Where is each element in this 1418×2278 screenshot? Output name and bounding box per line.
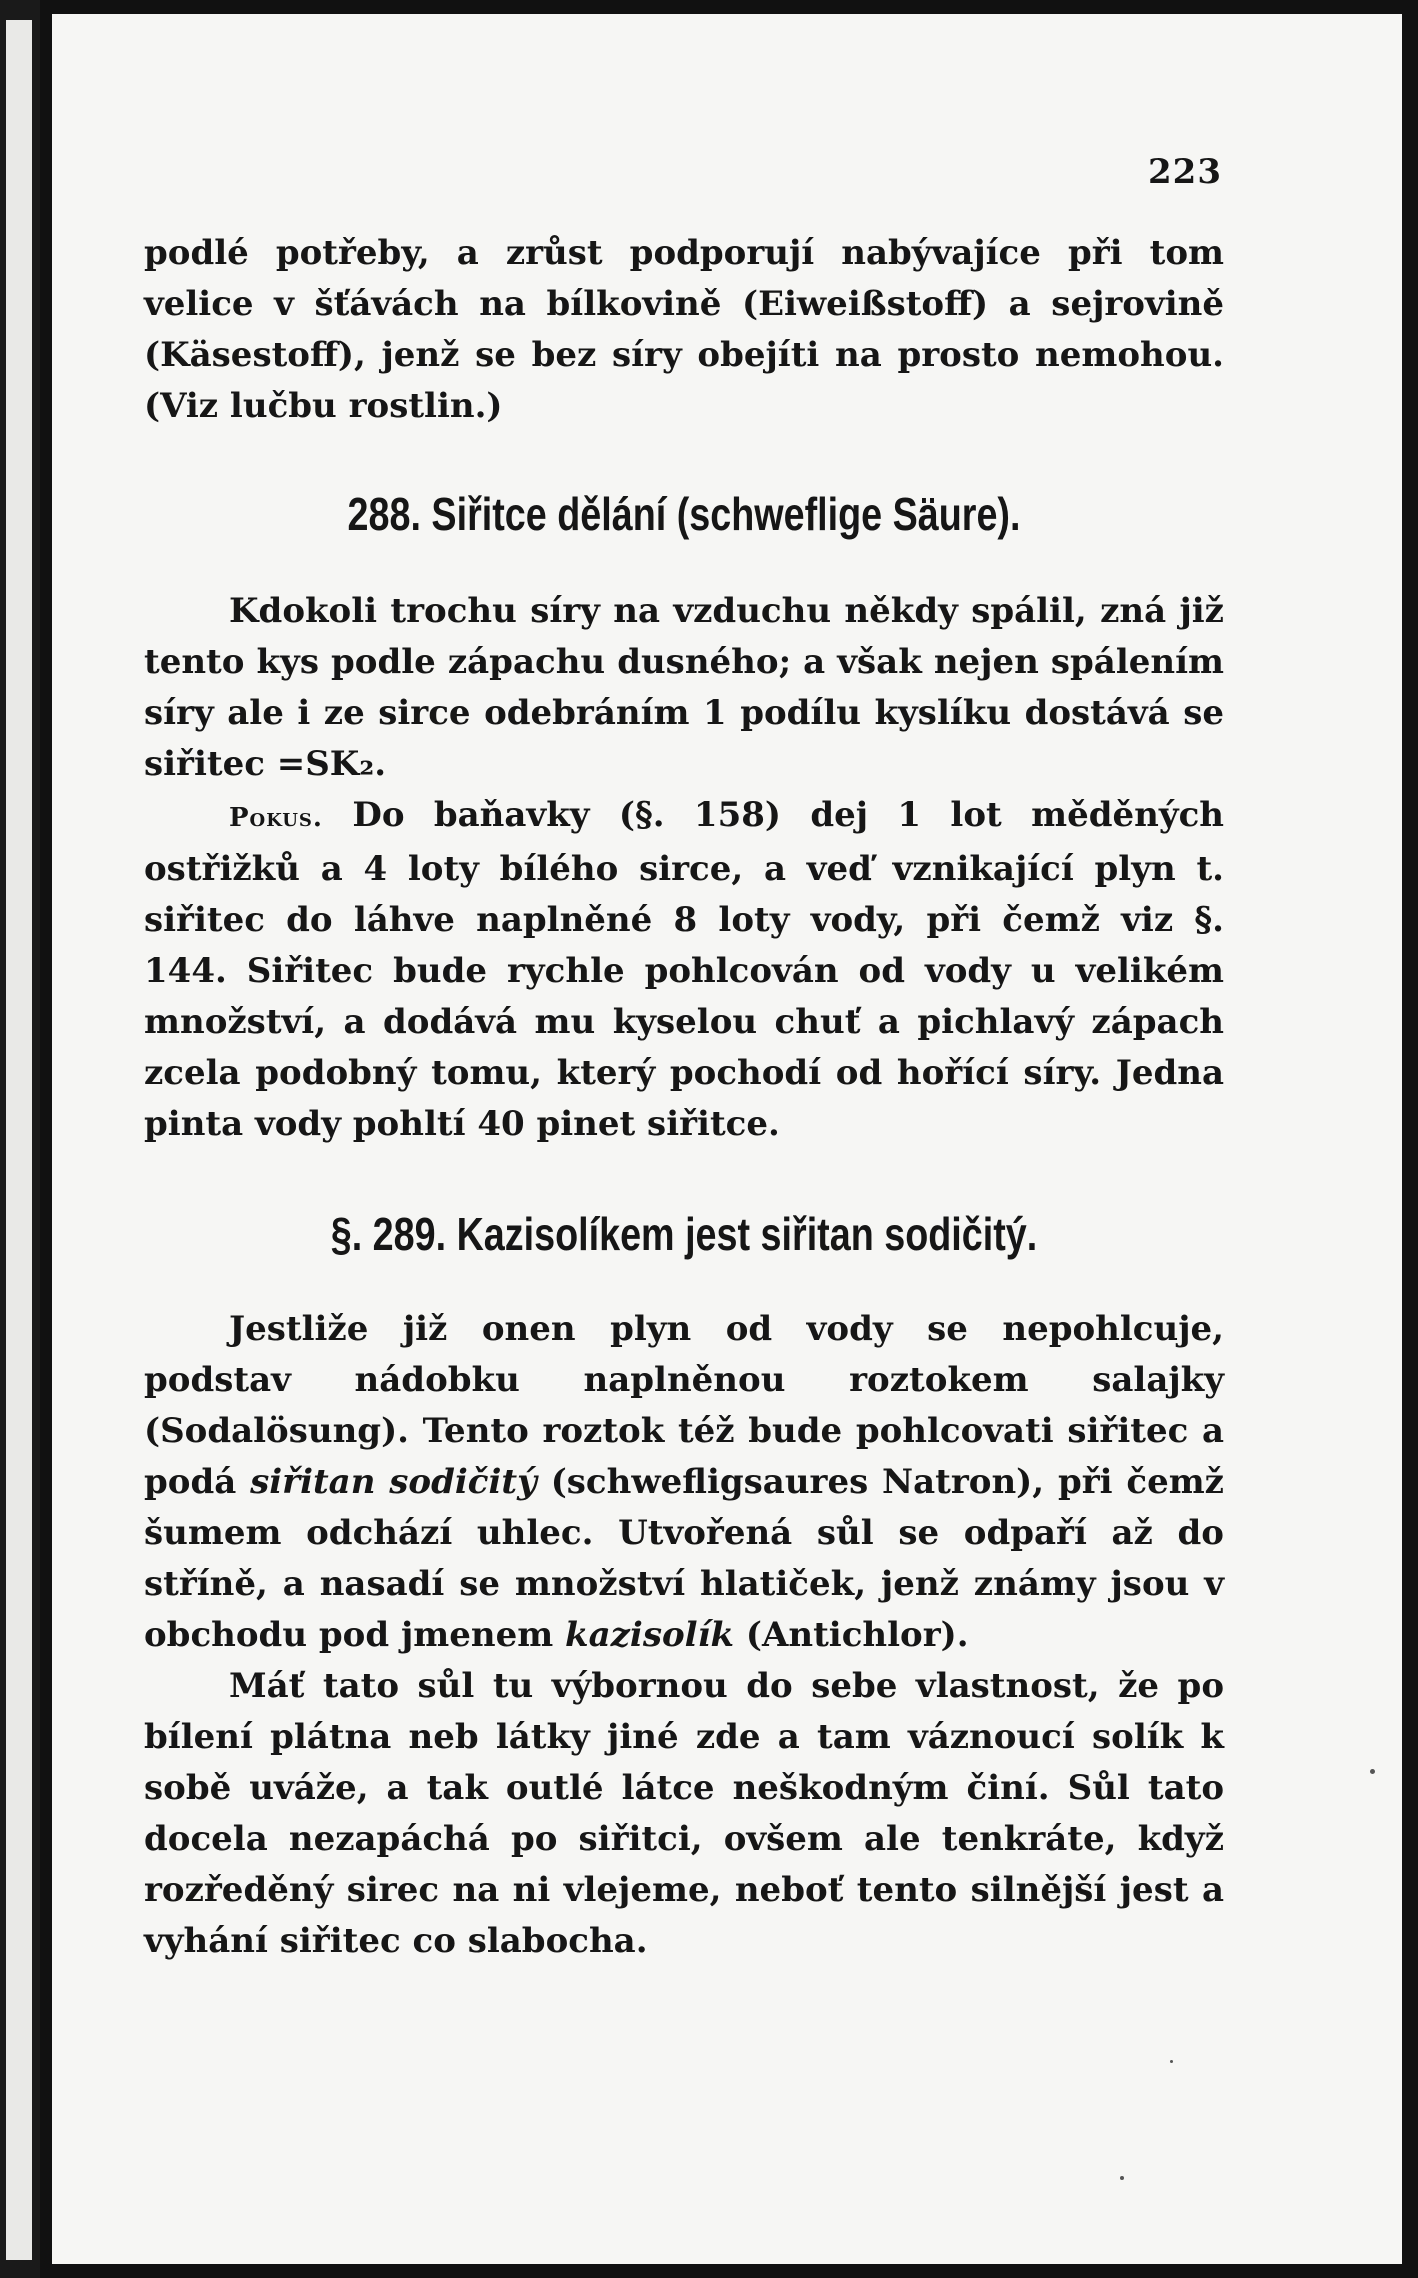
section-heading-289: §. 289. Kazisolíkem jest siřitan sodičitý. [330,1208,1038,1260]
antichlor-text-2: (schwefligsaures Natron), při čemž šumem odchází uhlec. Utvořená sůl se odpaří až do stříně, a nasadí se množství hlatiček, jenž známy jsou v obchodu pod jmenem [144,1462,1224,1655]
scan-speck [1370,1769,1375,1774]
paragraph-continuation: podlé potřeby, a zrůst podporují nabývajíce při tom velice v šťávách na bílkovině (Eiweißstoff) a sejrovině (Käsestoff), jenž se bez síry obejíti na prosto nemohou. (Viz lučbu rostlin.) [144,233,1224,426]
paragraph-antichlor [144,1304,1224,1661]
paragraph-sulfur-dioxide: Kdokoli trochu síry na vzduchu někdy spálil, zná již tento kys podle zápachu dusného; a však nejen spálením síry ale i ze sirce odebráním 1 podílu kyslíku dostává se siřitec =SK₂. [144,591,1224,784]
antichlor-text-3: (Antichlor). [734,1615,969,1655]
term-siritan-sodicity: siřitan sodičitý [250,1462,537,1502]
page-number: 223 [1148,152,1222,192]
paragraph-properties: Máť tato sůl tu výbornou do sebe vlastnost, že po bílení plátna neb látky jiné zde a tam váznoucí solík k sobě uváže, a tak outlé látce neškodným činí. Sůl tato docela nezapáchá po siřitci, ovšem ale tenkráte, když rozředěný sirec na ni vlejeme, neboť tento silnější jest a vyhání siřitec co slabocha. [144,1666,1224,1961]
page-body [144,228,1224,1967]
experiment-text: Do baňavky (§. 158) dej 1 lot měděných ostřižků a 4 loty bílého sirce, a veď vznikající plyn t. siřitec do láhve naplněné 8 loty vody, při čemž viz §. 144. Siřitec bude rychle pohlcován od vody u velikém množství, a dodává mu kyselou chuť a pichlavý zápach zcela podobný tomu, který pochodí od hořící síry. Jedna pinta vody pohltí 40 pinet siřitce. [144,795,1225,1144]
experiment-label: Pokus. [229,803,323,833]
term-kazisolik: kazisolík [565,1615,735,1655]
scan-speck [1170,2060,1173,2063]
antichlor-text-1: Jestliže již onen plyn od vody se nepohlcuje, podstav nádobku naplněnou roztokem salajky (Sodalösung). Tento roztok též bude pohlcovati siřitec a podá [144,1309,1224,1502]
adjacent-page-edge [6,20,32,2260]
book-page [52,14,1402,2264]
section-heading-288: 288. Siřitce dělání (schweflige Säure). [347,488,1021,540]
paragraph-experiment [144,790,1224,1150]
scan-speck [1120,2176,1124,2180]
